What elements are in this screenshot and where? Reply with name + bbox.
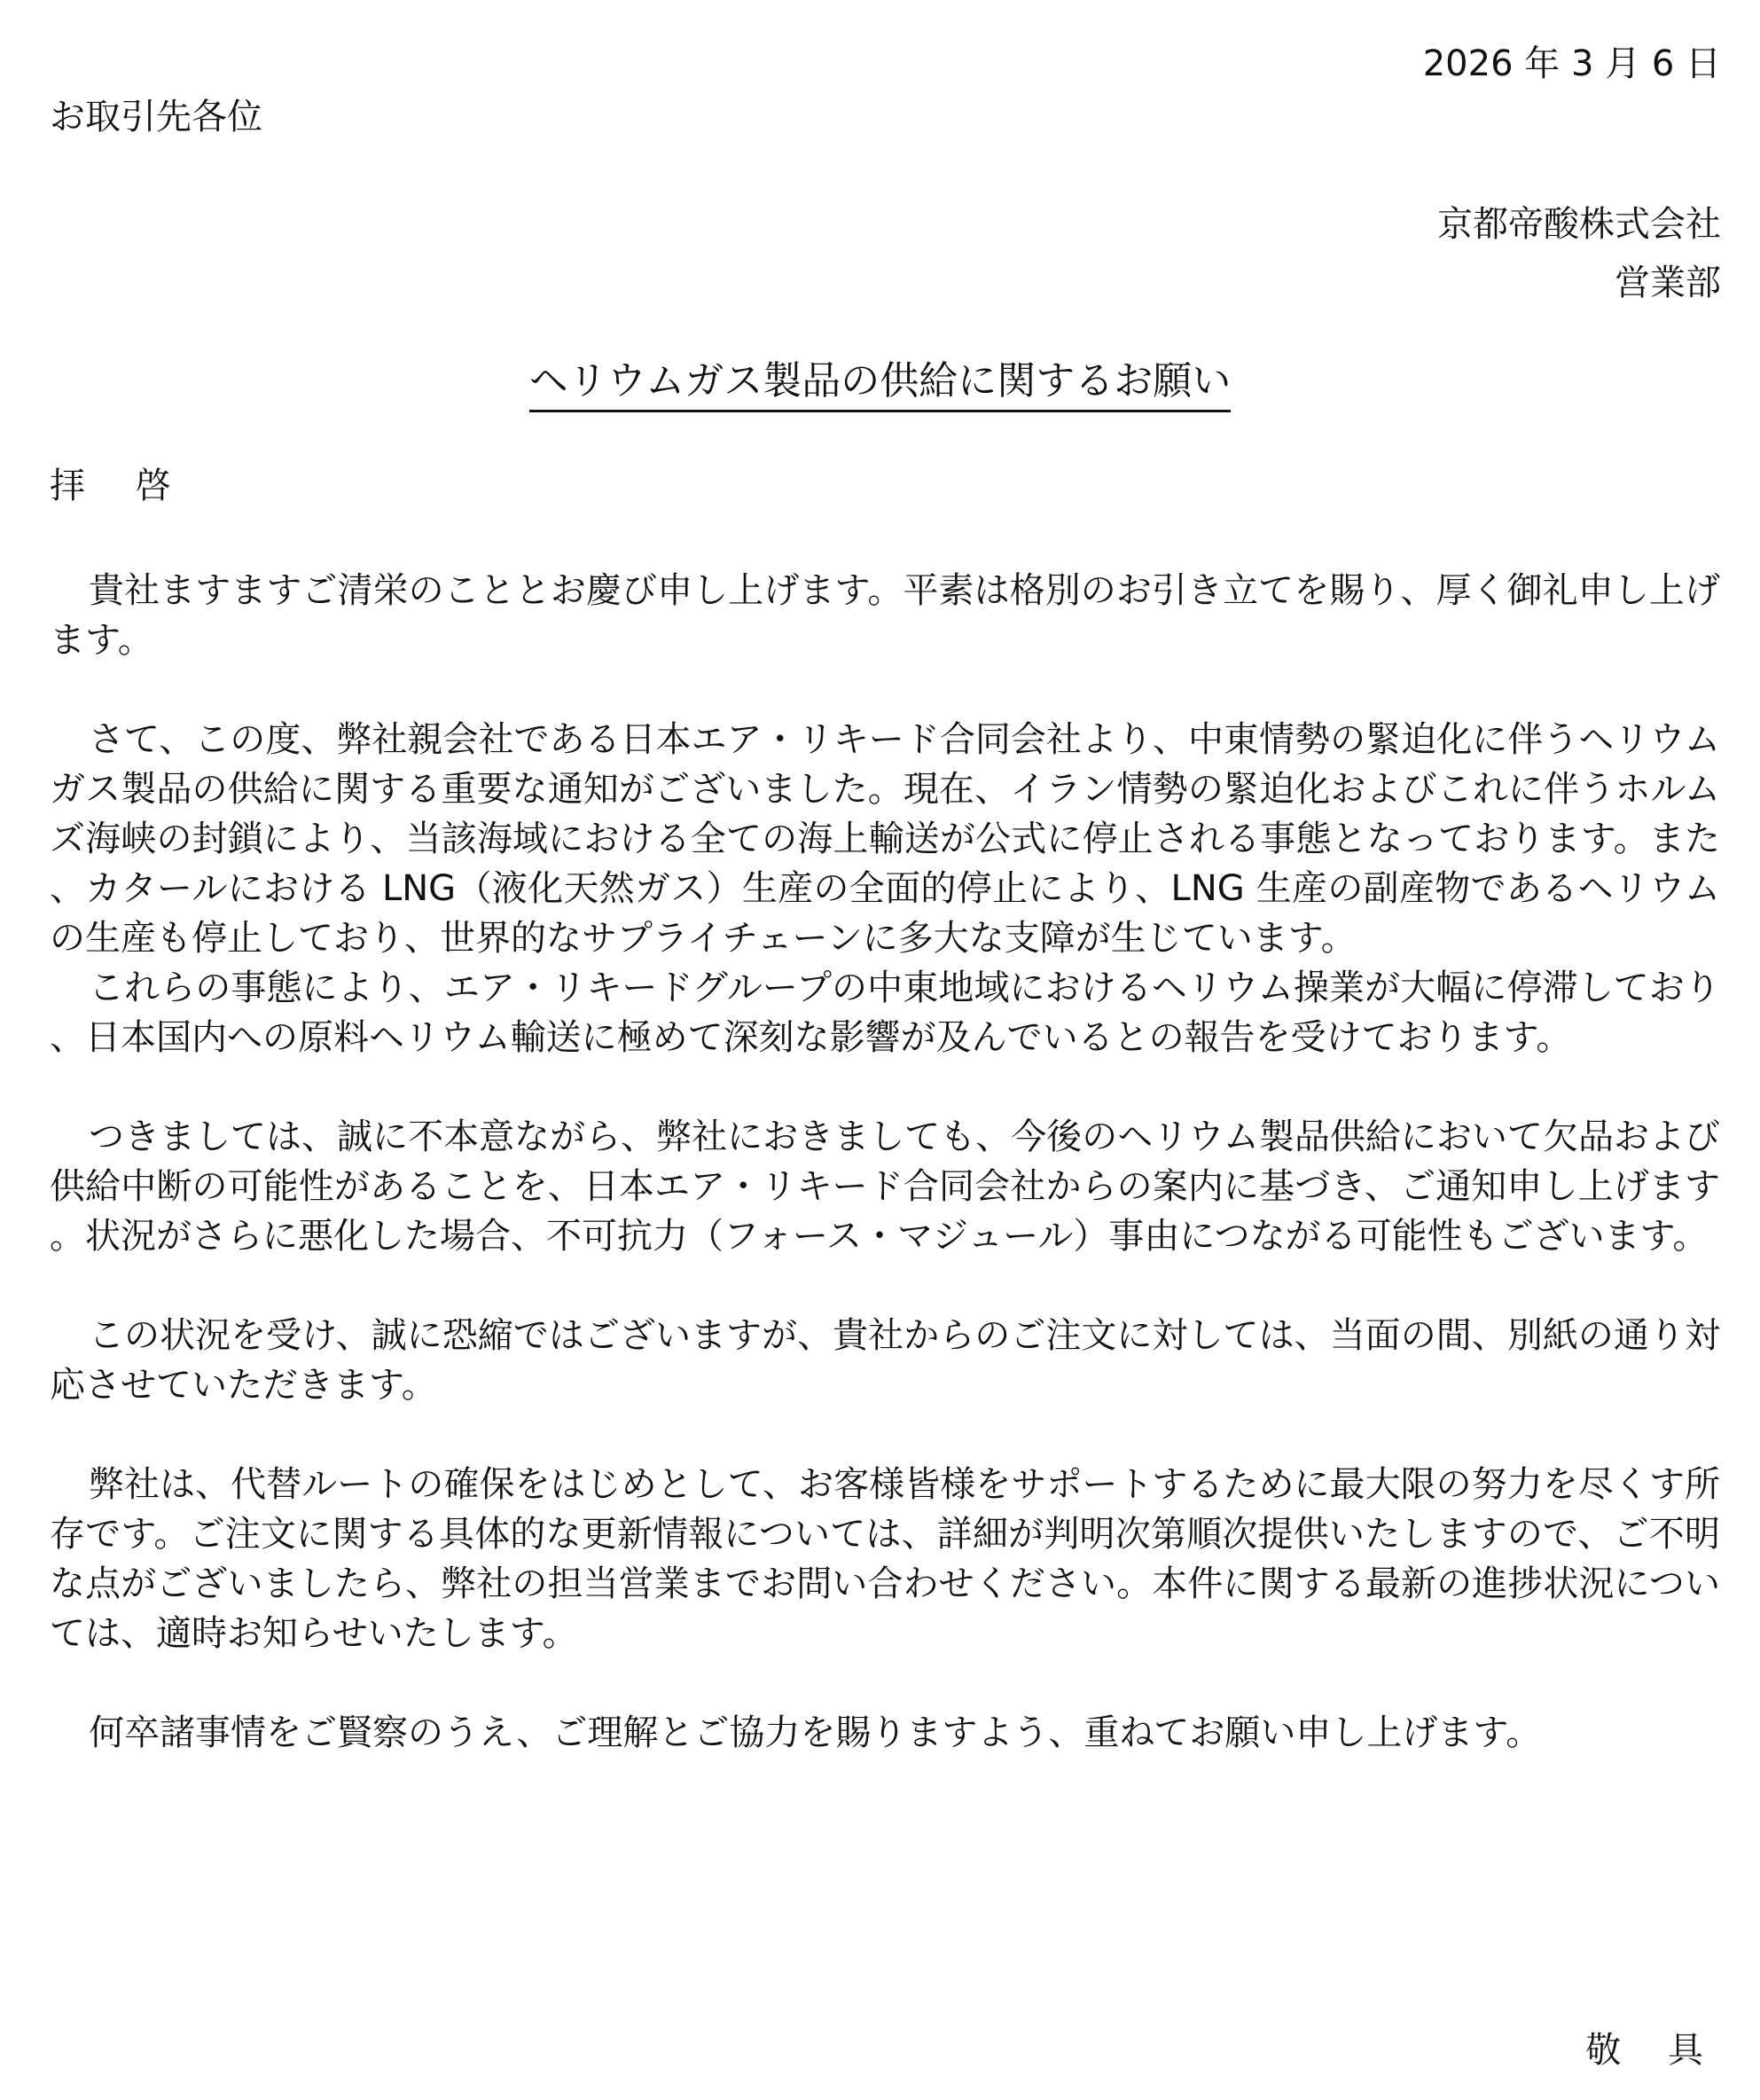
paragraph-impact: これらの事態により、エア・リキードグループの中東地域におけるヘリウム操業が大幅に停滞しており、日本国内への原料ヘリウム輸送に極めて深刻な影響が及んでいるとの報告を受けております。 [50, 968, 1720, 1058]
letter-title-row [0, 355, 1760, 412]
salutation: 拝 啓 [50, 466, 191, 506]
letter-date: 2026 年 3 月 6 日 [1422, 43, 1721, 84]
sender-company: 京都帝酸株式会社 [1437, 204, 1721, 245]
paragraph-request: 何卒諸事情をご賢察のうえ、ご理解とご協力を賜りますよう、重ねてお願い申し上げます。 [89, 1712, 1542, 1753]
paragraph-orders: この状況を受け、誠に恐縮ではございますが、貴社からのご注文に対しては、当面の間、別紙の通り対応させていただきます。 [50, 1315, 1720, 1406]
sender-department: 営業部 [1615, 262, 1721, 303]
letter-body [50, 566, 1720, 1807]
sender-block [1437, 195, 1721, 312]
recipient: お取引先各位 [50, 97, 262, 137]
paragraph-notice: つきましては、誠に不本意ながら、弊社におきましても、今後のヘリウム製品供給において欠品および供給中断の可能性があることを、日本エア・リキード合同会社からの案内に基づき、ご通知申し上げます。状況がさらに悪化した場合、不可抗力（フォース・マジュール）事由につながる可能性もございます。 [50, 1117, 1720, 1257]
letter-title: ヘリウムガス製品の供給に関するお願い [529, 355, 1232, 412]
paragraph-efforts: 弊社は、代替ルートの確保をはじめとして、お客様皆様をサポートするために最大限の努力を尽くす所存です。ご注文に関する具体的な更新情報については、詳細が判明次第順次提供いたしますので、ご不明な点がございましたら、弊社の担当営業までお問い合わせください。本件に関する最新の進捗状況については、適時お知らせいたします。 [50, 1464, 1720, 1654]
paragraph-greeting: 貴社ますますご清栄のこととお慶び申し上げます。平素は格別のお引き立てを賜り、厚く御礼申し上げます。 [50, 570, 1720, 661]
paragraph-situation: さて、この度、弊社親会社である日本エア・リキード合同会社より、中東情勢の緊迫化に伴うヘリウムガス製品の供給に関する重要な通知がございました。現在、イラン情勢の緊迫化およびこれに伴うホルムズ海峡の封鎖により、当該海域における全ての海上輸送が公式に停止される事態となっております。また、カタールにおける LNG（液化天然ガス）生産の全面的停止により、LNG 生産の副産物であるヘリウムの生産も停止しており、世界的なサプライチェーンに多大な支障が生じています。 [50, 719, 1720, 959]
closing: 敬 具 [1585, 2030, 1721, 2071]
